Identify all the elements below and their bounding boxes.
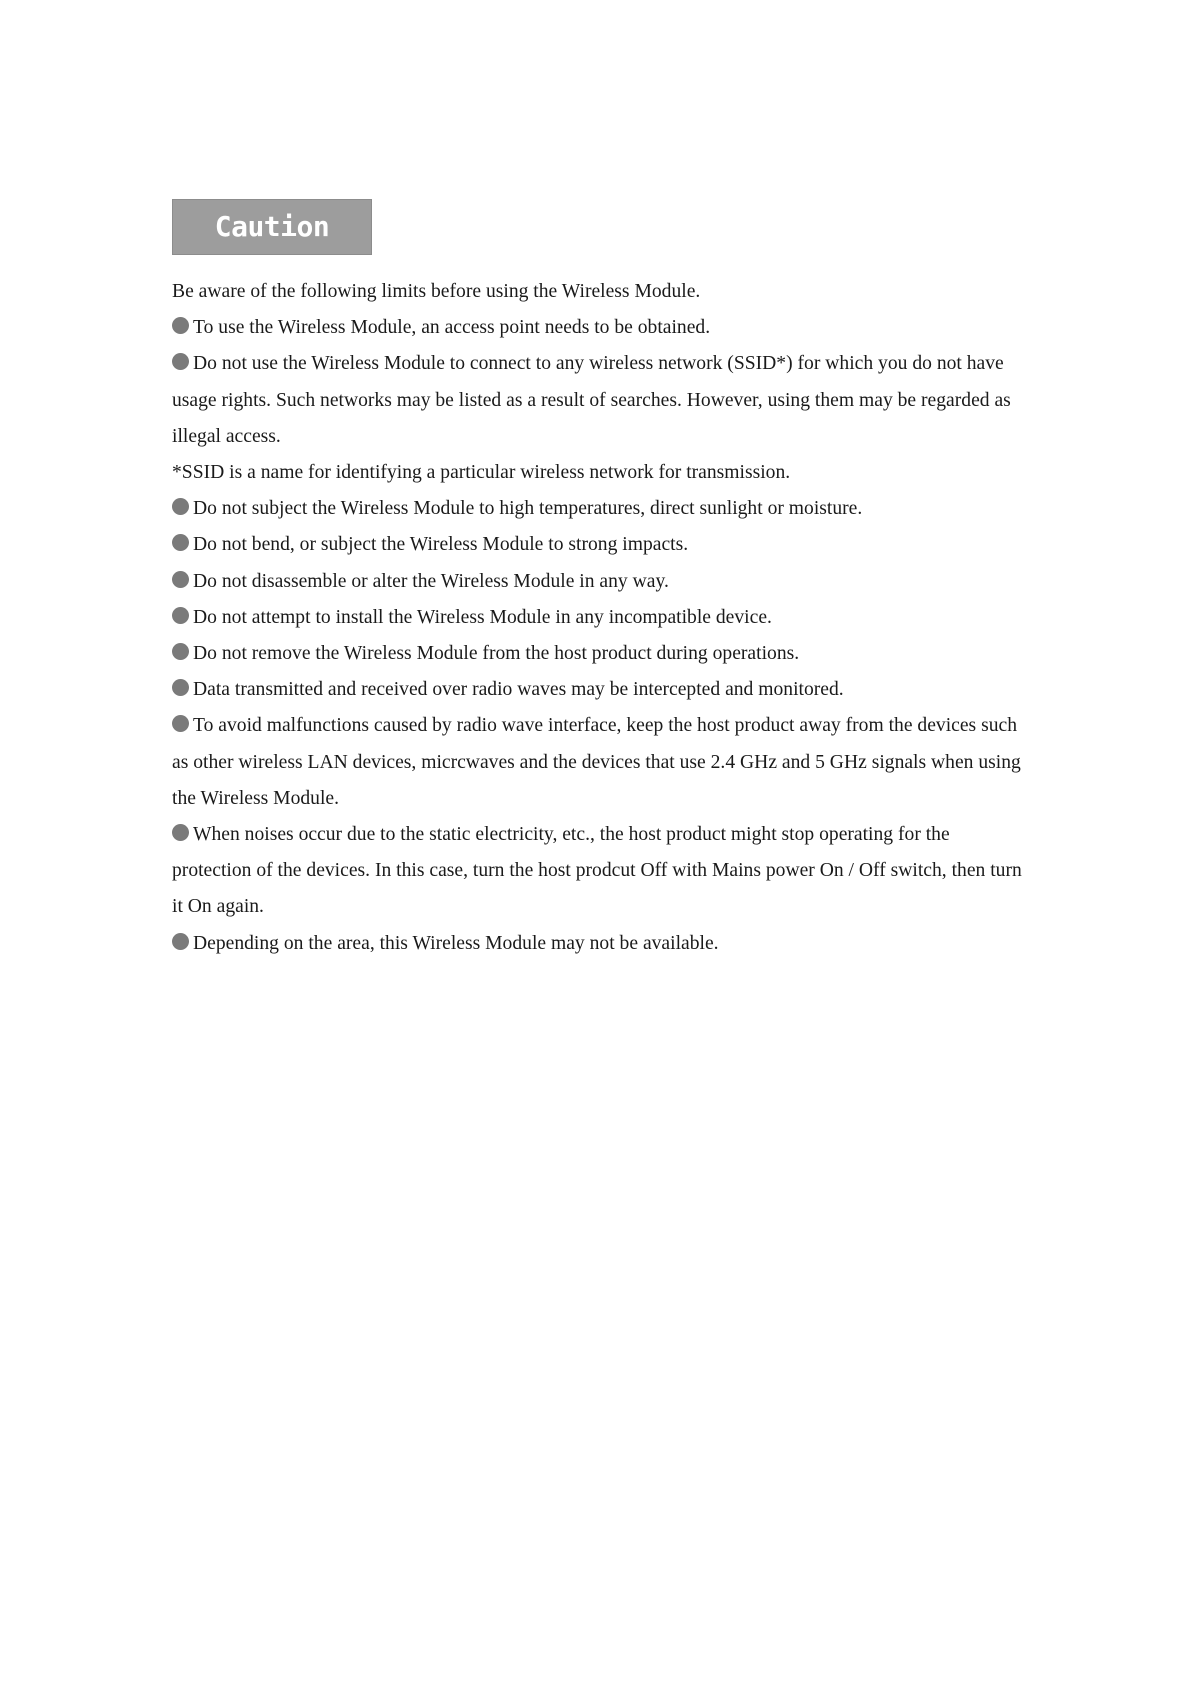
ssid-footnote: *SSID is a name for identifying a particular wireless network for transmission. — [172, 462, 791, 484]
list-item-text: Do not remove the Wireless Module from the host product during operations. — [193, 643, 800, 665]
bullet-icon — [172, 679, 189, 696]
list-item — [172, 708, 1032, 817]
bullet-icon — [172, 317, 189, 334]
list-item — [172, 527, 1032, 563]
list-item — [172, 491, 1032, 527]
list-item — [172, 817, 1032, 926]
list-item — [172, 636, 1032, 672]
list-item — [172, 564, 1032, 600]
bullet-icon — [172, 498, 189, 515]
list-item-text: Do not use the Wireless Module to connect to any wireless network (SSID*) for which you do not have usage rights. Such networks may be listed as a result of searches. However, using them may be regarded as illegal access. — [172, 353, 1011, 447]
bullet-icon — [172, 353, 189, 370]
intro-text: Be aware of the following limits before using the Wireless Module. — [172, 281, 701, 302]
list-item-text: Do not disassemble or alter the Wireless Module in any way. — [193, 570, 669, 592]
list-item — [172, 310, 1032, 346]
list-item-text: To use the Wireless Module, an access point needs to be obtained. — [193, 317, 711, 339]
list-item — [172, 600, 1032, 636]
list-item-text: Do not subject the Wireless Module to high temperatures, direct sunlight or moisture. — [193, 498, 863, 520]
bullet-icon — [172, 607, 189, 624]
bullet-icon — [172, 643, 189, 660]
caution-body — [172, 274, 1032, 962]
bullet-icon — [172, 824, 189, 841]
bullet-icon — [172, 933, 189, 950]
bullet-icon — [172, 571, 189, 588]
caution-heading: Caution — [172, 199, 372, 255]
list-item — [172, 346, 1032, 455]
bullet-icon — [172, 534, 189, 551]
list-item — [172, 672, 1032, 708]
list-item-text: To avoid malfunctions caused by radio wave interface, keep the host product away from the devices such as other wireless LAN devices, micrcwaves and the devices that use 2.4 GHz and 5 GHz signals when using the Wireless Module. — [172, 715, 1021, 809]
list-item-text: Data transmitted and received over radio waves may be intercepted and monitored. — [193, 679, 844, 701]
list-item-text: Do not bend, or subject the Wireless Module to strong impacts. — [193, 534, 689, 556]
list-item-text: When noises occur due to the static electricity, etc., the host product might stop operating for the protection of the devices. In this case, turn the host prodcut Off with Mains power On / Off switch, then turn it On again. — [172, 824, 1022, 918]
list-item-text: Do not attempt to install the Wireless Module in any incompatible device. — [193, 606, 772, 628]
list-item — [172, 926, 1032, 962]
list-item-text: Depending on the area, this Wireless Module may not be available. — [193, 932, 719, 954]
bullet-icon — [172, 715, 189, 732]
